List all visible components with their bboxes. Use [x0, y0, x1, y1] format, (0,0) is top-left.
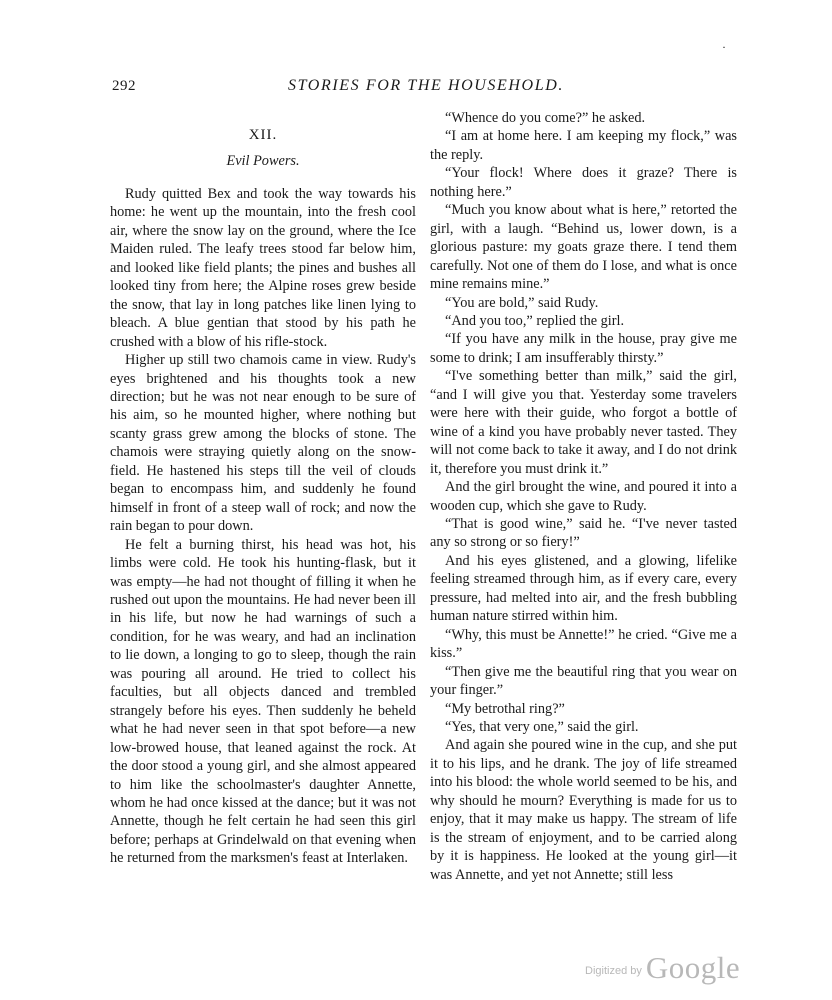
paragraph: “If you have any milk in the house, pray give me some to drink; I am insufferably thirsty.” [430, 331, 737, 366]
paragraph: “Your flock! Where does it graze? There is nothing here.” [430, 165, 737, 200]
paragraph: “I've something better than milk,” said the girl, “and I will give you that. Yesterday some travelers were here with their guide, who forgot a bottle of wine of a kind you have probably never tasted. They will not come back to take it away, and I do not drink it, therefore you must drink it.” [430, 368, 737, 477]
watermark-prefix: Digitized by [585, 965, 642, 977]
paragraph: “Yes, that very one,” said the girl. [445, 718, 639, 735]
chapter-number: XII. [248, 127, 278, 143]
left-column [110, 126, 416, 868]
speck-mark: · [722, 40, 726, 54]
paragraph: Higher up still two chamois came in view. Rudy's eyes brightened and his thoughts took a new direction; but he was not near enough to be sure of his aim, so he mounted higher, where nothing but scanty grass grew among the blocks of stone. The chamois were straying quietly along on the snow-field. He hastened his steps till the veil of clouds began to encompass him, and suddenly he found himself in front of a steep wall of rock; and now the rain began to pour down. [110, 352, 416, 535]
paragraph: “Whence do you come?” he asked. [445, 110, 646, 126]
paragraph: “Much you know about what is here,” retorted the girl, with a laugh. “Behind us, lower down, is a glorious pasture: my goats graze there. I tend them carefully. Not one of them do I lose, and what is once mine remains mine.” [430, 202, 737, 293]
paragraph: He felt a burning thirst, his head was hot, his limbs were cold. He took his hunting-flask, but it was empty—he had not thought of filling it when he rushed out upon the mountains. He had never been ill in his life, but now he had warnings of such a condition, for he was weary, and had an inclination to lie down, a longing to go to sleep, though the rain was pouring all around. He tried to collect his faculties, but all objects danced and trembled strangely before his eyes. Then suddenly he beheld what he had never seen in that spot before—a new low-browed house, that leaned against the rock. At the door stood a young girl, and she almost appeared to him like the schoolmaster's daughter Annette, whom he had once kissed at the dance; but it was not Annette, though he felt certain he had seen this girl before; perhaps at Grindelwald on that evening when he returned from the marksmen's feast at Interlaken. [110, 536, 416, 867]
paragraph: “My betrothal ring?” [445, 700, 565, 717]
paragraph: “I am at home here. I am keeping my flock,” was the reply. [430, 128, 737, 163]
paragraph: And the girl brought the wine, and poured it into a wooden cup, which she gave to Rudy. [430, 479, 737, 514]
paragraph: And again she poured wine in the cup, and she put it to his lips, and he drank. The joy of life streamed into his blood: the whole world seemed to be his, and why should he mourn? Everything is made for us to enjoy, that it may make us happy. The stream of life is the stream of enjoyment, and to be carried along by it is happiness. He looked at the young girl—it was Annette, and yet not Annette; still less [430, 737, 737, 883]
page-number: 292 [112, 78, 136, 94]
paragraph: And his eyes glistened, and a glowing, lifelike feeling streamed through him, as if every care, every pressure, had melted into air, and the fresh bubbling human nature stirred within him. [430, 552, 737, 625]
chapter-title: Evil Powers. [226, 153, 300, 169]
running-title: STORIES FOR THE HOUSEHOLD. [288, 77, 564, 94]
paragraph: “Then give me the beautiful ring that you wear on your finger.” [430, 663, 737, 699]
paragraph: Rudy quitted Bex and took the way towards his home: he went up the mountain, into the fresh cool air, where the snow lay on the ground, where the Ice Maiden ruled. The leafy trees stood far below him, and looked like field plants; the pines and bushes all looked tiny from here; the Alpine roses grew beside the snow, that lay in long patches like linen lying to bleach. A blue gentian that stood by his path he crushed with a blow of his rifle-stock. [110, 186, 416, 350]
right-column [430, 109, 737, 884]
digitized-watermark [585, 950, 740, 986]
paragraph: “You are bold,” said Rudy. [445, 294, 599, 311]
paragraph: “That is good wine,” said he. “I've never tasted any so strong or so fiery!” [430, 515, 737, 551]
paragraph: “Why, this must be Annette!” he cried. “Give me a kiss.” [430, 626, 737, 662]
google-logo: Google [645, 950, 741, 985]
paragraph: “And you too,” replied the girl. [445, 312, 625, 329]
